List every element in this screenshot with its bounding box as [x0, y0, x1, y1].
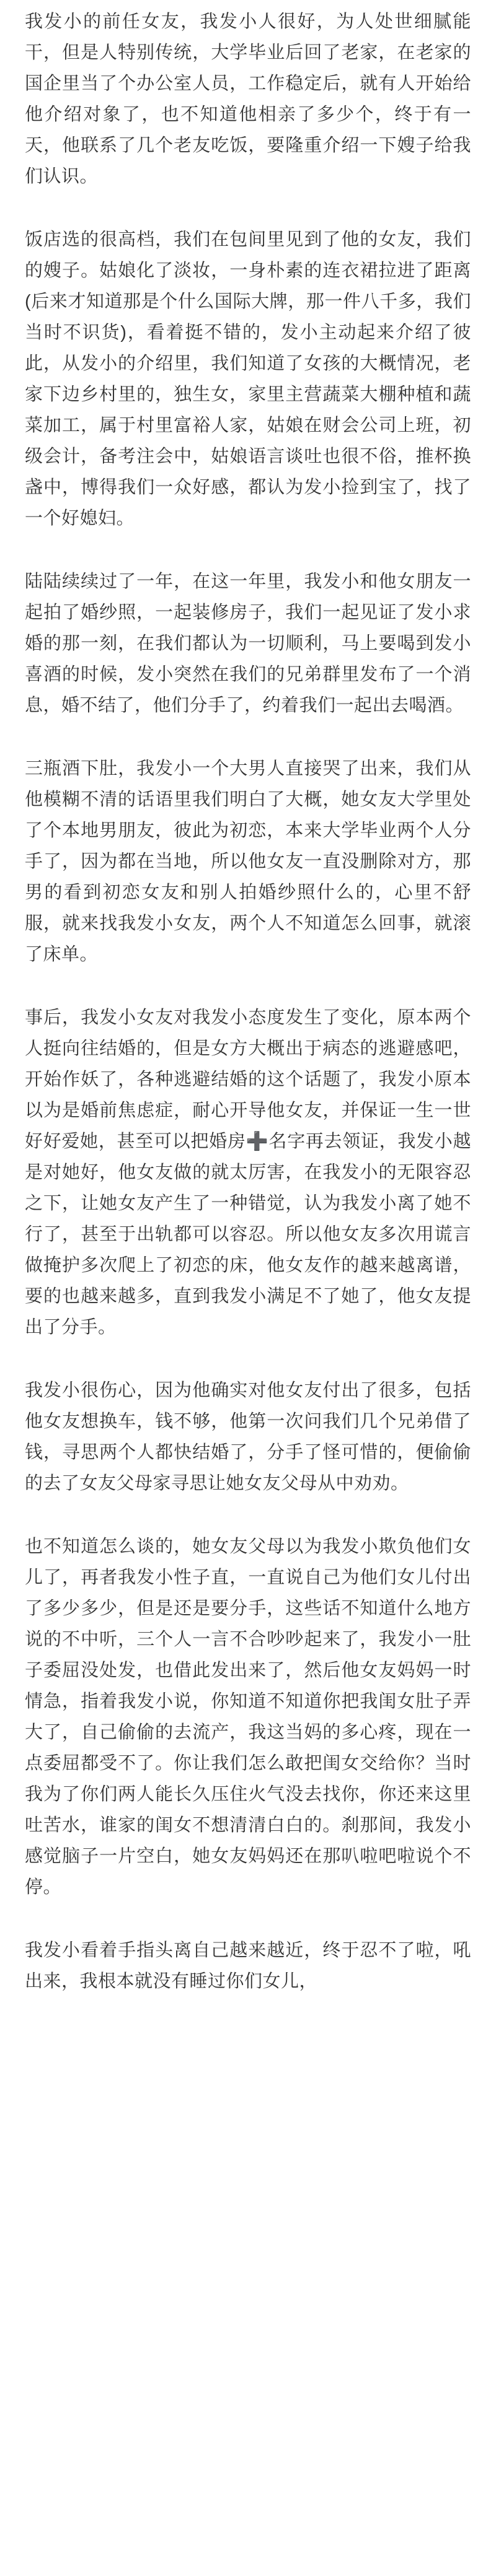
paragraph-4: 三瓶酒下肚，我发小一个大男人直接哭了出来，我们从他模糊不清的话语里我们明白了大概，她女友大学里处了个本地男朋友，彼此为初恋，本来大学毕业两个人分手了，因为都在当地，所以他女友一直没删除对方，那男的看到初恋女友和别人拍婚纱照什么的，心里不舒服，就来找我发小女友，两个人不知道怎么回事，就滚了床单。: [25, 759, 471, 964]
paragraph-1: 我发小的前任女友，我发小人很好，为人处世细腻能干，但是人特别传统，大学毕业后回了老家，在老家的国企里当了个办公室人员，工作稳定后，就有人开始给他介绍对象了，也不知道他相亲了多少个，终于有一天，他联系了几个老友吃饭，要隆重介绍一下嫂子给我们认识。: [25, 12, 471, 186]
paragraph-6: 我发小很伤心，因为他确实对他女友付出了很多，包括他女友想换车，钱不够，他第一次问我们几个兄弟借了钱，寻思两个人都快结婚了，分手了怪可惜的，便偷偷的去了女友父母家寻思让她女友父母从中劝劝。: [25, 1381, 471, 1493]
paragraph-5: 事后，我发小女友对我发小态度发生了变化，原本两个人挺向往结婚的，但是女方大概出于病态的逃避感吧，开始作妖了，各种逃避结婚的这个话题了，我发小原本以为是婚前焦虑症，耐心开导他女友，并保证一生一世好好爱她，甚至可以把婚房➕名字再去领证，我发小越是对她好，他女友做的就太厉害，在我发小的无限容忍之下，让她女友产生了一种错觉，认为我发小离了她不行了，甚至于出轨都可以容忍。所以他女友多次用谎言做掩护多次爬上了初恋的床，他女友作的越来越离谱，要的也越来越多，直到我发小满足不了她了，他女友提出了分手。: [25, 1008, 471, 1337]
paragraph-2: 饭店选的很高档，我们在包间里见到了他的女友，我们的嫂子。姑娘化了淡妆，一身朴素的连衣裙拉进了距离(后来才知道那是个什么国际大牌，那一件八千多，我们当时不识货)，看着挺不错的，发小主动起来介绍了彼此，从发小的介绍里，我们知道了女孩的大概情况，老家下边乡村里的，独生女，家里主营蔬菜大棚种植和蔬菜加工，属于村里富裕人家，姑娘在财会公司上班，初级会计，备考注会中，姑娘语言谈吐也很不俗，推杯换盏中，博得我们一众好感，都认为发小捡到宝了，找了一个好媳妇。: [25, 230, 471, 528]
paragraph-8: 我发小看着手指头离自己越来越近，终于忍不了啦，吼出来，我根本就没有睡过你们女儿，: [25, 1941, 471, 1991]
paragraph-7: 也不知道怎么谈的，她女友父母以为我发小欺负他们女儿了，再者我发小性子直，一直说自己为他们女儿付出了多少多少，但是还是要分手，这些话不知道什么地方说的不中听，三个人一言不合吵吵起来了，我发小一肚子委屈没处发，也借此发出来了，然后他女友妈妈一时情急，指着我发小说，你知道不知道你把我闺女肚子弄大了，自己偷偷的去流产，我这当妈的多心疼，现在一点委屈都受不了。你让我们怎么敢把闺女交给你？当时我为了你们两人能长久压住火气没去找你，你还来这里吐苦水，谁家的闺女不想清清白白的。刹那间，我发小感觉脑子一片空白，她女友妈妈还在那叭啦吧啦说个不停。: [25, 1537, 471, 1897]
paragraph-3: 陆陆续续过了一年，在这一年里，我发小和他女朋友一起拍了婚纱照，一起装修房子，我们一起见证了发小求婚的那一刻，在我们都认为一切顺利，马上要喝到发小喜酒的时候，发小突然在我们的兄弟群里发布了一个消息，婚不结了，他们分手了，约着我们一起出去喝酒。: [25, 572, 471, 715]
article-body: [25, 6, 471, 2029]
